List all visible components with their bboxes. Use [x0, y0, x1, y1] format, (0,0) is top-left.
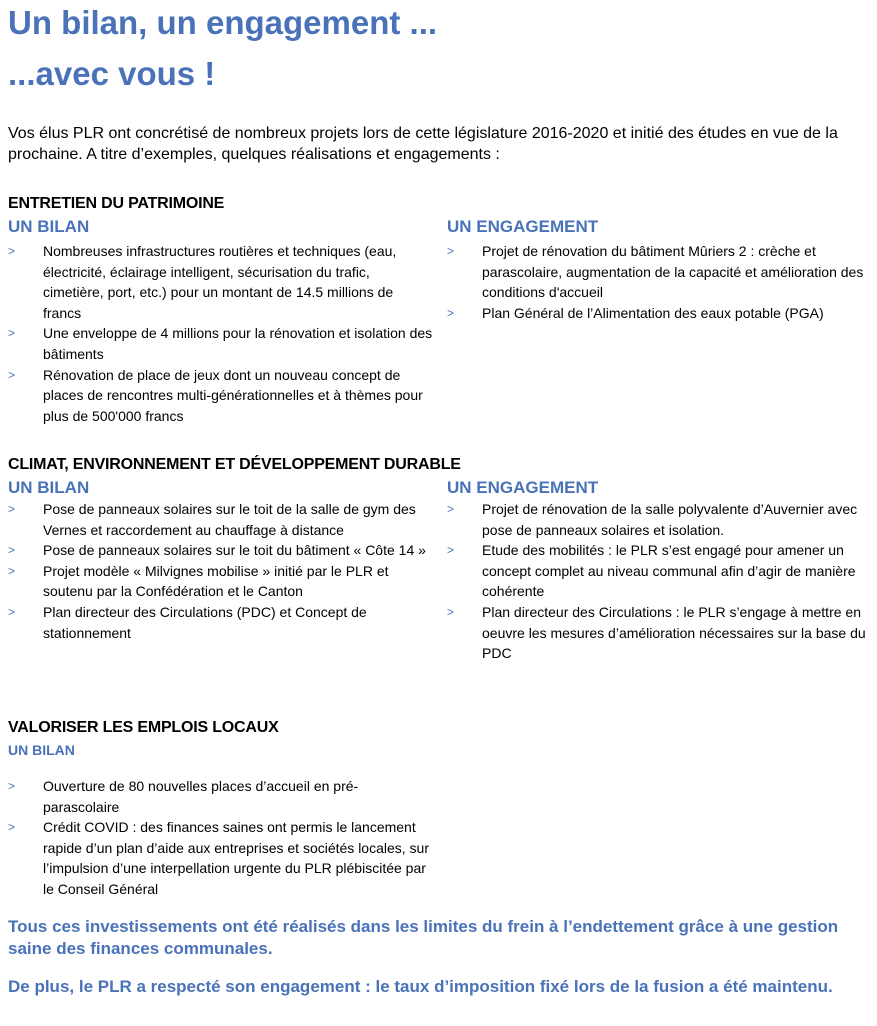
list-item — [8, 602, 433, 643]
section-title-patrimoine: ENTRETIEN DU PATRIMOINE — [8, 195, 225, 212]
chevron-right-icon: > — [8, 244, 16, 258]
chevron-right-icon: > — [447, 305, 455, 320]
chevron-right-icon: > — [8, 563, 16, 578]
bilan-list-climat — [8, 499, 433, 643]
list-item-text: Pose de panneaux solaires sur le toit du bâtiment « Côte 14 » — [43, 542, 426, 559]
chevron-right-icon: > — [447, 604, 455, 619]
footer-statement-1: Tous ces investissements ont été réalisés dans les limites du frein à l’endettement grâce à une gestion saine des finances communales. — [8, 917, 839, 958]
chevron-right-icon: > — [447, 502, 455, 516]
list-item-text: Rénovation de place de jeux dont un nouveau concept de places de rencontres multi-générationnelles et à thèmes pour plus de 500'000 francs — [43, 366, 423, 424]
list-item-text: Plan directeur des Circulations (PDC) et Concept de stationnement — [43, 603, 367, 641]
list-item-text: Etude des mobilités : le PLR s’est engagé pour amener un concept complet au niveau communal afin d’agir de manière cohérente — [482, 542, 856, 600]
chevron-right-icon: > — [8, 820, 16, 835]
list-item — [8, 817, 433, 899]
list-item-text: Une enveloppe de 4 millions pour la rénovation et isolation des bâtiments — [43, 325, 433, 362]
list-item — [447, 540, 869, 602]
list-item — [447, 602, 869, 664]
chevron-right-icon: > — [8, 367, 16, 382]
page-title-line-1: Un bilan, un engagement ... — [8, 4, 438, 41]
engagement-heading: UN ENGAGEMENT — [447, 478, 599, 497]
list-item-text: Projet de rénovation de la salle polyvalente d’Auvernier avec pose de panneaux solaires et isolation. — [482, 501, 858, 538]
page-title-line-2: ...avec vous ! — [8, 55, 216, 92]
intro-paragraph: Vos élus PLR ont concrétisé de nombreux projets lors de cette législature 2016-2020 et initié des études en vue de la prochaine. A titre d’exemples, quelques réalisations et engagements : — [8, 125, 838, 163]
section-title-emplois: VALORISER LES EMPLOIS LOCAUX — [8, 719, 279, 736]
list-item-text: Nombreuses infrastructures routières et techniques (eau, électricité, éclairage intelligent, sécurisation du trafic, cimetière, port, etc.) pour un montant de 14.5 millions de francs — [43, 243, 397, 321]
list-item-text: Crédit COVID : des finances saines ont permis le lancement rapide d’un plan d’aide aux entreprises et sociétés locales, sur l’impulsion d’une interpellation urgente du PLR plébiscitée par le Conseil Général — [43, 819, 430, 897]
bilan-list-emplois — [8, 776, 433, 900]
list-item — [8, 499, 433, 540]
list-item-text: Ouverture de 80 nouvelles places d’accueil en pré-parascolaire — [43, 778, 359, 815]
list-item-text: Plan Général de l’Alimentation des eaux potable (PGA) — [482, 304, 824, 321]
chevron-right-icon: > — [447, 244, 455, 258]
engagement-heading: UN ENGAGEMENT — [447, 217, 599, 236]
section-title-climat: CLIMAT, ENVIRONNEMENT ET DÉVELOPPEMENT DURABLE — [8, 456, 461, 473]
list-item — [447, 241, 869, 303]
list-item-text: Projet modèle « Milvignes mobilise » initié par le PLR et soutenu par la Confédération et le Canton — [43, 562, 389, 600]
list-item — [447, 499, 869, 540]
list-item — [8, 540, 433, 561]
bilan-heading: UN BILAN — [8, 217, 90, 236]
list-item-text: Projet de rénovation du bâtiment Mûriers 2 : crèche et parascolaire, augmentation de la capacité et amélioration des conditions d'accueil — [482, 243, 864, 301]
list-item — [8, 323, 433, 364]
list-item — [8, 561, 433, 602]
list-item — [8, 241, 433, 323]
chevron-right-icon: > — [8, 604, 16, 619]
list-item — [8, 776, 433, 817]
footer-statement-2: De plus, le PLR a respecté son engagement : le taux d’imposition fixé lors de la fusion a été maintenu. — [8, 977, 833, 996]
chevron-right-icon: > — [8, 326, 16, 341]
engagement-list-climat — [447, 499, 869, 664]
list-item-text: Pose de panneaux solaires sur le toit de la salle de gym des Vernes et raccordement au chauffage à distance — [43, 501, 416, 538]
bilan-heading: UN BILAN — [8, 742, 75, 758]
list-item — [447, 303, 869, 324]
bilan-list-patrimoine — [8, 241, 433, 426]
chevron-right-icon: > — [8, 779, 16, 793]
bilan-heading: UN BILAN — [8, 478, 90, 497]
list-item-text: Plan directeur des Circulations : le PLR s’engage à mettre en oeuvre les mesures d’amélioration nécessaires sur la base du PDC — [482, 603, 866, 662]
chevron-right-icon: > — [8, 502, 16, 516]
chevron-right-icon: > — [447, 543, 455, 558]
list-item — [8, 365, 433, 427]
chevron-right-icon: > — [8, 543, 16, 558]
engagement-list-patrimoine — [447, 241, 869, 323]
